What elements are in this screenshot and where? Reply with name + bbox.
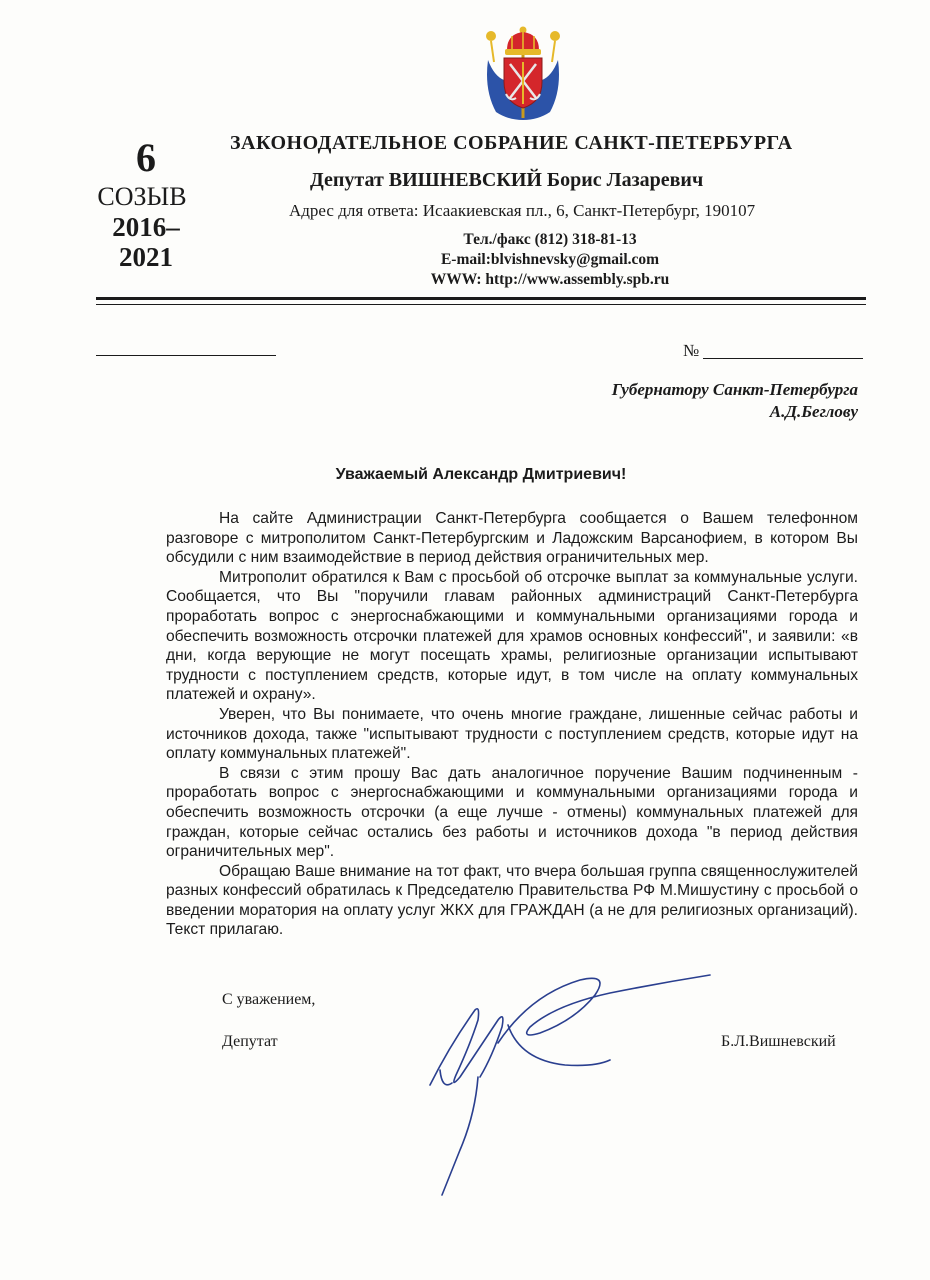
signature-stroke — [440, 1070, 452, 1085]
header-divider-thin — [96, 304, 866, 305]
email-address: E-mail:blvishnevsky@gmail.com — [440, 251, 660, 268]
letter-body — [166, 509, 858, 940]
body-paragraph: Обращаю Ваше внимание на тот факт, что вчера большая группа священнослужителей разных конфессий обратилась к Председателю Правительства РФ М.Мишустину с просьбой о введении моратория на оплату услуг ЖКХ для ГРАЖДАН (а не для религиозных организаций). Текст прилагаю. — [166, 862, 858, 939]
signature-stroke — [442, 1077, 478, 1195]
registration-number-line — [703, 358, 863, 359]
left-ornament-shape — [486, 31, 496, 41]
convocation-years-end: 2021 — [119, 242, 173, 272]
return-address: Адрес для ответа: Исаакиевская пл., 6, Санкт-Петербург, 190107 — [289, 201, 756, 220]
deputy-name: Депутат ВИШНЕВСКИЙ Борис Лазаревич — [310, 169, 704, 191]
date-blank-line — [96, 355, 276, 356]
organization-name: ЗАКОНОДАТЕЛЬНОЕ СОБРАНИЕ САНКТ-ПЕТЕРБУРГА — [230, 132, 793, 154]
convocation-years-start: 2016– — [112, 212, 180, 242]
website-address: WWW: http://www.assembly.spb.ru — [430, 271, 670, 288]
body-paragraph: На сайте Администрации Санкт-Петербурга сообщается о Вашем телефонном разговоре с митрополитом Санкт-Петербургским и Ладожским Варсанофием, в котором Вы обсудили с ним взаимодействие в период действия ограничительных мер. — [166, 510, 858, 567]
closing-phrase: С уважением, — [222, 991, 316, 1008]
coat-of-arms-icon — [482, 20, 564, 122]
registration-number-label: № — [683, 341, 700, 360]
body-paragraph: Митрополит обратился к Вам с просьбой об отсрочке выплат за коммунальные услуги. Сообщается, что Вы "поручили главам районных администраций Санкт-Петербурга проработать вопрос с энергоснабжающими и коммунальными организациями города и обеспечить возможность отсрочки платежей для храмов основных конфессий", и заявили: «в дни, когда верующие не могут посещать храмы, религиозные организации испытывают трудности с поступлением средств, которые идут, в том числе на оплату коммунальных платежей и охрану». — [166, 568, 858, 704]
addressee-title: Губернатору Санкт-Петербурга — [611, 380, 858, 399]
right-ornament-stem — [552, 41, 555, 62]
header-divider-thick — [96, 297, 866, 300]
handwritten-signature-icon — [380, 965, 730, 1205]
phone-fax: Тел./факс (812) 318-81-13 — [463, 231, 637, 248]
body-paragraph: Уверен, что Вы понимаете, что очень многие граждане, лишенные сейчас работы и источников дохода, также "испытывают трудности с поступлением средств, которые идут на оплату коммунальных платежей". — [166, 705, 858, 763]
addressee-block — [612, 379, 858, 423]
signature-stroke — [508, 1025, 610, 1065]
salutation: Уважаемый Александр Дмитриевич! — [335, 466, 627, 483]
convocation-block — [96, 135, 206, 272]
signature-stroke — [498, 975, 710, 1043]
addressee-name: А.Д.Беглову — [769, 402, 858, 421]
body-paragraph: В связи с этим прошу Вас дать аналогичное поручение Вашим подчиненным - проработать вопрос с энергоснабжающими и коммунальными организациями города и обеспечить возможность отсрочки (а еще лучше - отмены) коммунальных платежей для граждан, которые сейчас остались без работы и источников дохода "в период действия ограничительных мер". — [166, 764, 858, 861]
convocation-number: 6 — [136, 135, 156, 180]
left-ornament-stem — [491, 41, 494, 62]
signer-name: Б.Л.Вишневский — [721, 1033, 836, 1050]
signer-role: Депутат — [222, 1033, 278, 1050]
right-ornament-shape — [550, 31, 560, 41]
contact-block — [380, 230, 720, 290]
convocation-word: СОЗЫВ — [97, 182, 187, 211]
